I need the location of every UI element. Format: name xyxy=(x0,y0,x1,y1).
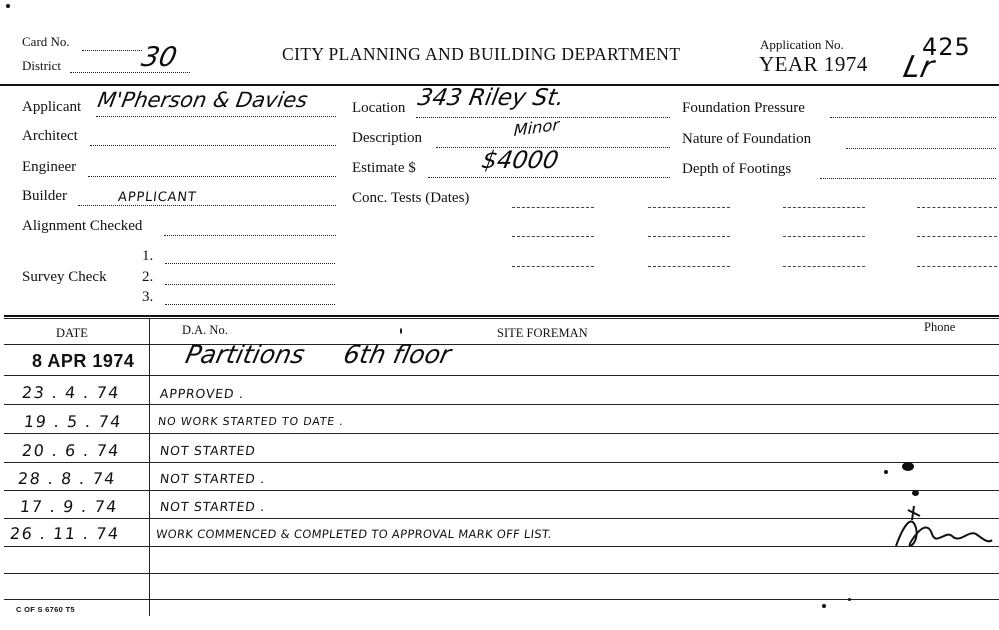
ink-speck xyxy=(884,470,888,474)
engineer-label: Engineer xyxy=(22,159,77,175)
card-no-label: Card No. xyxy=(22,34,70,49)
row-rule xyxy=(4,375,999,376)
row-rule xyxy=(4,573,999,574)
nature-foundation-label: Nature of Foundation xyxy=(682,131,812,147)
survey-item-1: 1. xyxy=(142,248,154,264)
survey-line-1 xyxy=(165,263,335,264)
conc-test-blank xyxy=(917,207,997,208)
applicant-line xyxy=(96,116,336,117)
builder-line xyxy=(78,205,336,206)
application-no-value: 425 xyxy=(922,33,971,61)
engineer-line xyxy=(88,176,336,177)
row-rule xyxy=(4,490,999,491)
ink-speck xyxy=(912,490,919,496)
table-row-date: 17 . 9 . 74 xyxy=(19,497,119,516)
conc-test-blank xyxy=(648,236,730,237)
row-rule xyxy=(4,546,999,547)
ink-speck xyxy=(902,462,914,471)
table-row-entry: APPROVED . xyxy=(159,386,245,401)
ink-speck xyxy=(400,328,402,334)
row-rule xyxy=(4,433,999,434)
table-row-entry: NOT STARTED . xyxy=(159,499,267,514)
builder-label: Builder xyxy=(22,188,67,204)
application-no-label: Application No. xyxy=(760,37,844,52)
table-row-date: 20 . 6 . 74 xyxy=(21,441,121,460)
conc-test-blank xyxy=(917,236,997,237)
conc-test-blank xyxy=(512,266,594,267)
conc-test-blank xyxy=(783,266,865,267)
table-row-date: 23 . 4 . 74 xyxy=(21,383,121,402)
estimate-label: Estimate $ xyxy=(352,160,416,176)
survey-line-2 xyxy=(165,284,335,285)
row-rule xyxy=(4,518,999,519)
survey-item-2: 2. xyxy=(142,269,154,285)
ink-speck xyxy=(848,598,851,601)
table-row-entry: WORK COMMENCED & COMPLETED TO APPROVAL MARK OFF LIST. xyxy=(155,527,553,541)
table-header-rule xyxy=(4,344,999,345)
application-note: Lr xyxy=(900,50,937,85)
conc-test-blank xyxy=(783,207,865,208)
conc-tests-label: Conc. Tests (Dates) xyxy=(352,190,470,206)
table-row-date: 8 APR 1974 xyxy=(32,351,135,371)
year-label: YEAR 1974 xyxy=(759,52,868,76)
foundation-pressure-label: Foundation Pressure xyxy=(682,100,805,116)
row-rule xyxy=(4,404,999,405)
table-row-entry: NO WORK STARTED TO DATE . xyxy=(157,415,345,428)
location-value: 343 Riley St. xyxy=(415,85,567,111)
form-code: C OF S 6760 T5 xyxy=(16,605,75,614)
table-row-entry: Partitions 6th floor xyxy=(182,340,454,369)
district-line xyxy=(70,72,190,73)
signature-scribble xyxy=(890,500,996,560)
applicant-label: Applicant xyxy=(22,99,82,115)
date-header: DATE xyxy=(56,326,88,340)
district-label: District xyxy=(22,58,61,73)
table-row-entry: NOT STARTED . xyxy=(159,471,267,486)
table-row-date: 26 . 11 . 74 xyxy=(9,524,121,543)
survey-label: Survey Check xyxy=(22,269,107,285)
survey-line-3 xyxy=(165,304,335,305)
table-row-date: 19 . 5 . 74 xyxy=(23,412,123,431)
table-top-border xyxy=(4,315,999,317)
builder-value: APPLICANT xyxy=(117,190,198,205)
department-title: CITY PLANNING AND BUILDING DEPARTMENT xyxy=(282,44,681,64)
estimate-value: $4000 xyxy=(479,146,561,174)
conc-test-blank xyxy=(917,266,997,267)
depth-footings-line xyxy=(820,178,996,179)
estimate-line xyxy=(428,177,670,178)
conc-test-blank xyxy=(512,236,594,237)
nature-foundation-line xyxy=(846,148,996,149)
conc-test-blank xyxy=(648,266,730,267)
foreman-header: SITE FOREMAN xyxy=(497,326,588,340)
depth-footings-label: Depth of Footings xyxy=(682,161,792,177)
phone-header: Phone xyxy=(924,320,956,334)
conc-test-blank xyxy=(648,207,730,208)
ink-speck xyxy=(822,604,826,608)
description-value: Minor xyxy=(513,114,560,141)
alignment-label: Alignment Checked xyxy=(22,218,143,234)
survey-item-3: 3. xyxy=(142,289,154,305)
ink-speck xyxy=(6,4,10,8)
location-label: Location xyxy=(352,100,406,116)
architect-line xyxy=(90,145,336,146)
card-no-value: 30 xyxy=(138,42,180,73)
table-column-divider xyxy=(149,318,150,616)
foundation-pressure-line xyxy=(830,117,996,118)
architect-label: Architect xyxy=(22,128,78,144)
da-header: D.A. No. xyxy=(182,323,228,337)
table-row-entry: NOT STARTED xyxy=(159,443,257,458)
row-rule xyxy=(4,462,999,463)
description-label: Description xyxy=(352,130,422,146)
conc-test-blank xyxy=(512,207,594,208)
applicant-value: M'Pherson & Davies xyxy=(95,88,310,112)
table-top-border-inner xyxy=(4,318,999,319)
table-row-date: 28 . 8 . 74 xyxy=(17,469,117,488)
card-no-line xyxy=(82,50,142,51)
alignment-line xyxy=(164,235,336,236)
conc-test-blank xyxy=(783,236,865,237)
